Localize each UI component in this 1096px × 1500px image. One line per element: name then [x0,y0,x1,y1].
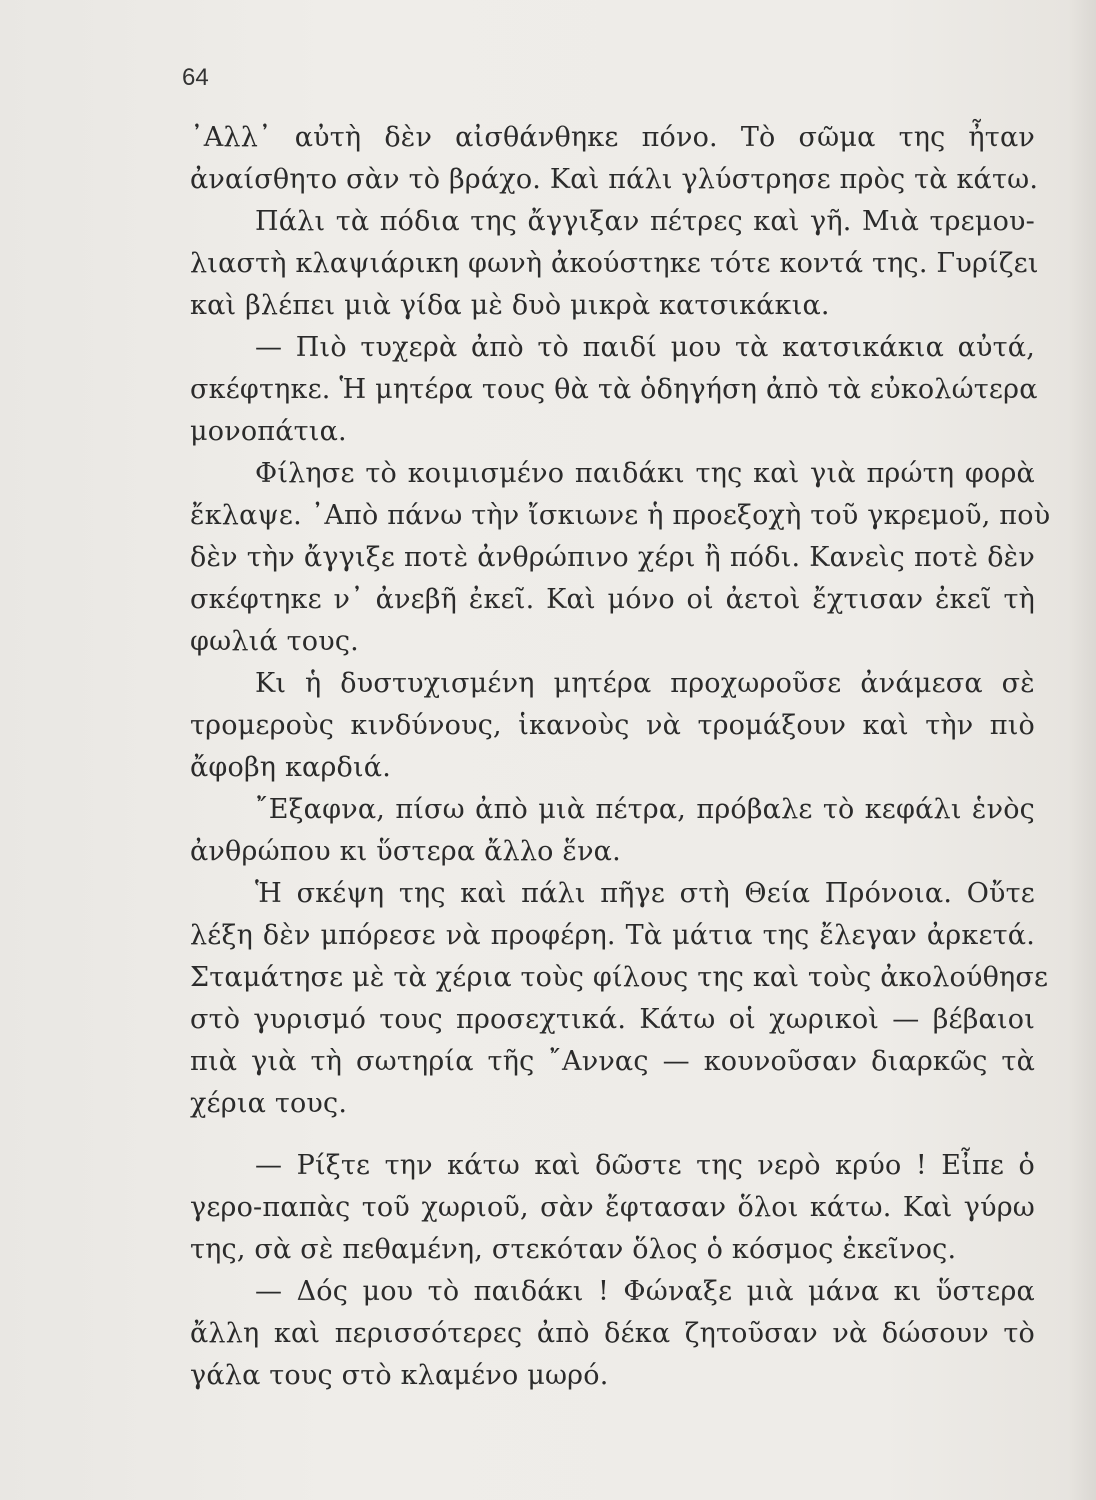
text-line: ῎Εξαφνα, πίσω ἀπὸ μιὰ πέτρα, πρόβαλε τὸ κεφάλι ἑνὸς [255,794,1035,825]
text-line: μονοπάτια. [190,416,347,447]
text-line: Φίλησε τὸ κοιμισμένο παιδάκι της καὶ γιὰ πρώτη φορὰ [255,458,1035,489]
text-line: Πάλι τὰ πόδια της ἄγγιξαν πέτρες καὶ γῆ. Μιὰ τρεμου- [255,206,1035,237]
text-line: — Ρίξτε την κάτω καὶ δῶστε της νερὸ κρύο ! Εἶπε ὁ [255,1150,1035,1181]
text-line: γερο-παπὰς τοῦ χωριοῦ, σὰν ἔφτασαν ὅλοι κάτω. Καὶ γύρω [190,1192,1035,1223]
text-line: ἀναίσθητο σὰν τὸ βράχο. Καὶ πάλι γλύστρησε πρὸς τὰ κάτω. [190,164,1039,195]
text-line: ἄφοβη καρδιά. [190,752,391,783]
text-line: φωλιά τους. [190,626,359,657]
text-line: Ἡ σκέψη της καὶ πάλι πῆγε στὴ Θεία Πρόνοια. Οὔτε [255,878,1035,909]
text-line: της, σὰ σὲ πεθαμένη, στεκόταν ὅλος ὁ κόσμος ἐκεῖνος. [190,1234,957,1265]
text-line: Κι ἡ δυστυχισμένη μητέρα προχωροῦσε ἀνάμεσα σὲ [255,668,1035,699]
text-line: γάλα τους στὸ κλαμένο μωρό. [190,1360,609,1391]
text-line: τρομεροὺς κινδύνους, ἱκανοὺς νὰ τρομάξουν καὶ τὴν πιὸ [190,710,1035,741]
text-line: σκέφτηκε ν᾿ ἀνεβῆ ἐκεῖ. Καὶ μόνο οἱ ἀετοὶ ἔχτισαν ἐκεῖ τὴ [190,584,1035,615]
text-line: — Δός μου τὸ παιδάκι ! Φώναξε μιὰ μάνα κι ὕστερα [255,1276,1035,1307]
text-line: — Πιὸ τυχερὰ ἀπὸ τὸ παιδί μου τὰ κατσικάκια αὐτά, [255,332,1035,363]
text-line: ἄλλη καὶ περισσότερες ἀπὸ δέκα ζητοῦσαν νὰ δώσουν τὸ [190,1318,1035,1349]
text-line: λιαστὴ κλαψιάρικη φωνὴ ἀκούστηκε τότε κοντά της. Γυρίζει [190,248,1039,279]
text-line: πιὰ γιὰ τὴ σωτηρία τῆς ῎Αννας — κουνοῦσαν διαρκῶς τὰ [190,1046,1035,1077]
page-number: 64 [182,64,209,91]
text-line: ἔκλαψε. ᾿Απὸ πάνω τὴν ἴσκιωνε ἡ προεξοχὴ τοῦ γκρεμοῦ, ποὺ [190,500,1051,531]
text-line: Σταμάτησε μὲ τὰ χέρια τοὺς φίλους της καὶ τοὺς ἀκολούθησε [190,962,1049,993]
text-line: στὸ γυρισμό τους προσεχτικά. Κάτω οἱ χωρικοὶ — βέβαιοι [190,1004,1035,1035]
text-line: χέρια τους. [190,1088,348,1119]
text-line: ᾿Αλλ᾿ αὐτὴ δὲν αἰσθάνθηκε πόνο. Τὸ σῶμα της ἦταν [190,122,1035,153]
text-line: σκέφτηκε. Ἡ μητέρα τους θὰ τὰ ὁδηγήση ἀπὸ τὰ εὐκολώτερα [190,374,1038,405]
text-line: καὶ βλέπει μιὰ γίδα μὲ δυὸ μικρὰ κατσικάκια. [190,290,830,321]
text-line: ἀνθρώπου κι ὕστερα ἄλλο ἕνα. [190,836,621,867]
text-line: λέξη δὲν μπόρεσε νὰ προφέρη. Τὰ μάτια της ἔλεγαν ἀρκετά. [190,920,1035,951]
text-line: δὲν τὴν ἄγγιξε ποτὲ ἀνθρώπινο χέρι ἢ πόδι. Κανεὶς ποτὲ δὲν [190,542,1035,573]
page-edge-shadow [1068,0,1096,1500]
